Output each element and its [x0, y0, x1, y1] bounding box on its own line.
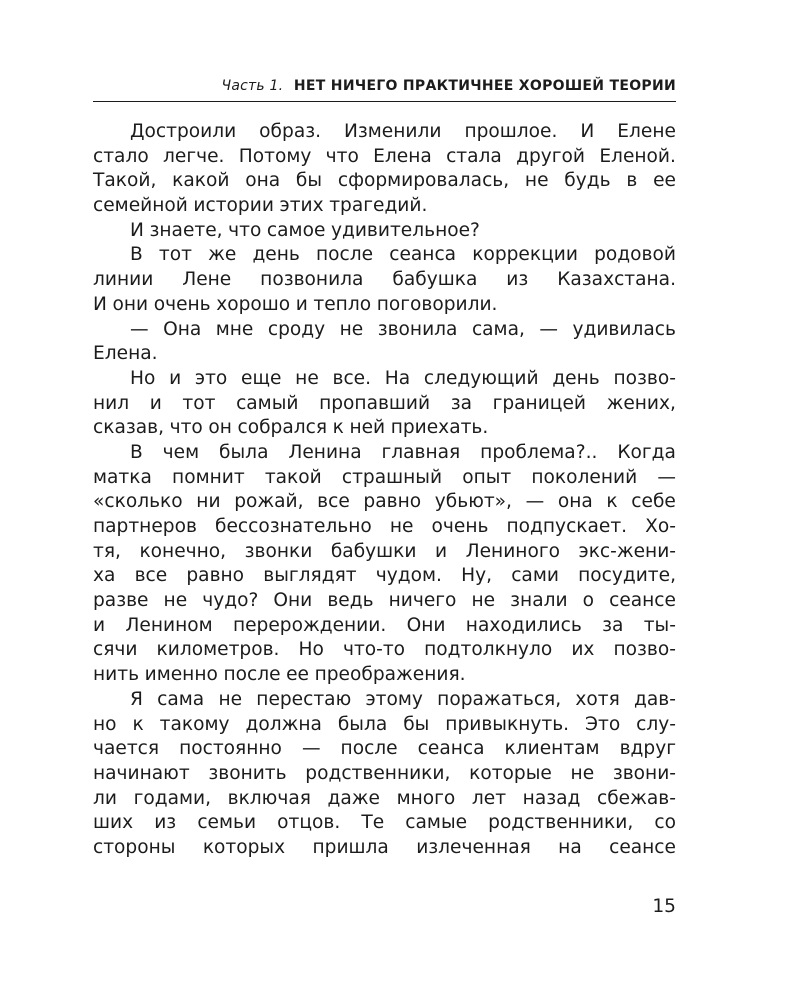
- word: Я: [130, 688, 143, 710]
- word: этих: [279, 195, 324, 217]
- word: разве: [93, 590, 149, 612]
- word: границей: [492, 392, 586, 414]
- word: стало: [93, 145, 149, 167]
- text-line: [93, 219, 676, 244]
- body-text: [93, 120, 676, 861]
- word: Еленой.: [599, 145, 676, 167]
- word: их: [571, 639, 595, 661]
- word: Она: [163, 318, 202, 340]
- word: посудите,: [578, 565, 676, 587]
- word: сбежав-: [596, 787, 676, 809]
- text-line: [93, 392, 676, 417]
- word: и: [93, 614, 106, 636]
- word: пропавший: [319, 392, 431, 414]
- word: бы: [403, 713, 430, 735]
- word: ведь: [327, 590, 374, 612]
- word: все: [317, 491, 350, 513]
- word: образ.: [259, 121, 322, 142]
- word: не: [163, 590, 188, 612]
- text-line: [93, 466, 676, 491]
- word: чудо?: [202, 590, 259, 612]
- text-line: [93, 318, 676, 343]
- word: ее: [653, 170, 676, 192]
- word: которых: [202, 836, 286, 858]
- word: звонить: [208, 762, 287, 784]
- word: она: [245, 170, 281, 192]
- word: сеанса: [389, 244, 457, 266]
- word: Ленином: [125, 614, 213, 636]
- word: начинают: [93, 762, 190, 784]
- word: сячи: [93, 639, 138, 661]
- word: Ну,: [461, 565, 493, 587]
- word: родственники,: [305, 762, 451, 784]
- word: Они: [406, 614, 446, 636]
- text-line: [93, 589, 676, 614]
- word: что: [228, 219, 262, 241]
- word: сеансе: [609, 836, 676, 858]
- word: она: [557, 491, 593, 513]
- word: помнит: [172, 466, 245, 488]
- word: знаете,: [149, 219, 223, 241]
- word: другой: [516, 145, 586, 167]
- word: которые: [469, 762, 552, 784]
- word: находились: [465, 614, 582, 636]
- word: пришла: [312, 836, 389, 858]
- word: же: [208, 244, 237, 266]
- word: все.: [332, 367, 372, 389]
- word: равно: [186, 565, 245, 587]
- word: не: [471, 590, 496, 612]
- word: матка: [93, 466, 152, 488]
- word: партнеров: [93, 516, 197, 537]
- word: хотя: [575, 688, 620, 710]
- word: семьи: [197, 812, 257, 834]
- word: На: [384, 367, 411, 389]
- word: нил: [93, 392, 130, 414]
- word: стороны: [93, 836, 176, 858]
- word: преображения.: [314, 664, 466, 686]
- word: Такой,: [93, 170, 157, 192]
- word: истории: [193, 195, 274, 217]
- word: даже: [327, 787, 380, 809]
- text-line: [93, 638, 676, 663]
- word: И: [580, 121, 595, 142]
- word: из: [506, 269, 529, 291]
- word: ли: [93, 787, 117, 809]
- text-line: [93, 416, 676, 441]
- running-head-chapter-title: НЕТ НИЧЕГО ПРАКТИЧНЕЕ ХОРОШЕЙ ТЕОРИИ: [293, 78, 676, 94]
- word: и: [295, 293, 308, 315]
- word: родовой: [594, 244, 676, 266]
- word: ших: [93, 812, 134, 834]
- word: Ленина: [288, 441, 362, 463]
- text-line: [93, 688, 676, 713]
- word: после: [316, 244, 374, 266]
- word: он: [208, 417, 232, 439]
- word: слу-: [636, 713, 676, 735]
- word: много: [396, 787, 456, 809]
- word: самое: [266, 219, 326, 241]
- word: Изменили: [343, 121, 442, 142]
- text-line: [93, 243, 676, 268]
- word: равно: [363, 491, 422, 513]
- word: ты-: [643, 614, 676, 636]
- word: страшный: [341, 466, 443, 488]
- word: поговорили.: [376, 293, 498, 315]
- word: чается: [93, 738, 160, 760]
- word: опыт: [462, 466, 512, 488]
- word: трагедий.: [329, 195, 428, 217]
- word: стала: [446, 145, 502, 167]
- text-line: [93, 713, 676, 738]
- word: сама: [157, 688, 205, 710]
- word: хорошо: [216, 293, 291, 315]
- word: экс-жени-: [578, 540, 676, 562]
- word: Это: [585, 713, 621, 735]
- word: бабушка: [392, 269, 478, 291]
- word: —: [539, 318, 558, 340]
- word: родственники,: [488, 812, 634, 834]
- word: сроду: [267, 318, 326, 340]
- word: нить: [93, 664, 140, 686]
- text-line: [93, 145, 676, 170]
- word: такой: [264, 466, 322, 488]
- word: бабушки: [330, 540, 417, 562]
- word: к: [606, 491, 618, 513]
- word: звонила: [377, 318, 458, 340]
- word: лет: [471, 787, 507, 809]
- text-line: [93, 836, 676, 861]
- word: приехать.: [390, 417, 489, 439]
- word: проблема?..: [480, 441, 598, 463]
- word: самые: [405, 812, 468, 834]
- word: Лене: [182, 269, 232, 291]
- word: тя,: [93, 540, 121, 562]
- word: но: [93, 713, 117, 735]
- word: звони-: [612, 762, 676, 784]
- word: к: [332, 417, 344, 439]
- text-line: [93, 194, 676, 219]
- word: В: [130, 441, 143, 463]
- word: это: [194, 367, 228, 389]
- word: включая: [227, 787, 311, 809]
- word: Но: [130, 367, 156, 389]
- word: Казахстана.: [557, 269, 676, 291]
- word: Хо-: [645, 516, 676, 537]
- word: поколений: [531, 466, 638, 488]
- text-line: [93, 811, 676, 836]
- word: излеченная: [416, 836, 531, 858]
- word: Те: [361, 812, 385, 834]
- word: сформировалась,: [337, 170, 510, 192]
- word: ничего: [388, 590, 457, 612]
- word: Достроили: [130, 121, 237, 142]
- text-line: [93, 169, 676, 194]
- word: вдруг: [619, 738, 676, 760]
- word: после: [340, 738, 398, 760]
- text-line: [93, 120, 676, 145]
- word: к: [132, 713, 144, 735]
- word: сеансе: [609, 590, 676, 612]
- word: удивительное?: [330, 219, 480, 241]
- word: В: [130, 244, 143, 266]
- word: —: [657, 466, 676, 488]
- text-line: [93, 515, 676, 540]
- word: привыкнуть.: [445, 713, 570, 735]
- word: подтолкнуло: [424, 639, 553, 661]
- header-rule: [93, 101, 676, 102]
- word: удивилась: [572, 318, 676, 340]
- word: коррекции: [472, 244, 578, 266]
- word: линии: [93, 269, 154, 291]
- text-line: [93, 737, 676, 762]
- word: позвонила: [260, 269, 364, 291]
- word: позво-: [613, 639, 676, 661]
- word: тот: [182, 392, 216, 414]
- word: семейной: [93, 195, 188, 217]
- word: бы: [295, 170, 323, 192]
- text-line: [93, 441, 676, 466]
- word: назад: [522, 787, 581, 809]
- word: Они: [273, 590, 313, 612]
- word: после: [223, 664, 281, 686]
- word: километров.: [156, 639, 280, 661]
- word: будь: [564, 170, 611, 192]
- word: тепло: [313, 293, 372, 315]
- word: что: [325, 145, 359, 167]
- word: ее: [286, 664, 309, 686]
- word: Лениного: [465, 540, 560, 562]
- word: рожай,: [234, 491, 304, 513]
- text-line: [93, 564, 676, 589]
- text-line: [93, 490, 676, 515]
- word: такому: [159, 713, 230, 735]
- word: за: [602, 614, 624, 636]
- word: постоянно: [179, 738, 282, 760]
- word: Елена.: [93, 343, 158, 365]
- word: о: [582, 590, 595, 612]
- word: отцов.: [277, 812, 341, 834]
- word: Елене: [617, 121, 676, 142]
- word: какой: [172, 170, 230, 192]
- word: ней: [349, 417, 386, 439]
- word: они: [112, 293, 149, 315]
- word: за: [450, 392, 472, 414]
- word: следующий: [423, 367, 539, 389]
- word: не: [389, 516, 414, 537]
- word: конечно,: [139, 540, 227, 562]
- text-line: [93, 540, 676, 565]
- word: перерождении.: [232, 614, 387, 636]
- word: главная: [381, 441, 461, 463]
- word: со: [654, 812, 676, 834]
- word: Елена: [373, 145, 432, 167]
- word: Потому: [238, 145, 312, 167]
- word: в: [626, 170, 638, 192]
- word: не: [524, 170, 549, 192]
- word: поражаться,: [437, 688, 562, 710]
- word: была: [337, 713, 388, 735]
- word: Но: [298, 639, 324, 661]
- word: И: [130, 219, 144, 241]
- word: все: [134, 565, 168, 587]
- word: не: [339, 318, 364, 340]
- word: этому: [365, 688, 423, 710]
- text-line: [93, 614, 676, 639]
- word: —: [525, 491, 545, 513]
- word: бессознательно: [214, 516, 372, 537]
- word: и: [169, 367, 182, 389]
- text-line: [93, 762, 676, 787]
- word: день: [552, 367, 600, 389]
- word: и: [149, 392, 162, 414]
- word: ха: [93, 565, 116, 587]
- word: И: [93, 293, 107, 315]
- word: сама,: [471, 318, 525, 340]
- word: годами,: [133, 787, 211, 809]
- word: «сколько: [93, 491, 183, 513]
- word: позво-: [613, 367, 676, 389]
- word: тот: [158, 244, 192, 266]
- word: подпускает.: [506, 516, 628, 537]
- word: убьют»,: [434, 491, 512, 513]
- word: что: [169, 417, 203, 439]
- word: жених,: [606, 392, 676, 414]
- word: должна: [245, 713, 322, 735]
- text-line: [93, 663, 676, 688]
- text-line: [93, 342, 676, 367]
- word: еще: [241, 367, 282, 389]
- word: самый: [236, 392, 299, 414]
- word: не: [295, 367, 319, 389]
- word: и: [435, 540, 448, 562]
- word: что-то: [342, 639, 406, 661]
- word: из: [154, 812, 177, 834]
- word: выглядят: [263, 565, 357, 587]
- word: на: [558, 836, 582, 858]
- word: была: [219, 441, 269, 463]
- page-number: 15: [652, 896, 676, 917]
- word: именно: [144, 664, 218, 686]
- text-line: [93, 367, 676, 392]
- word: чем: [162, 441, 200, 463]
- word: собрался: [237, 417, 328, 439]
- word: мне: [215, 318, 254, 340]
- word: сеанса: [417, 738, 485, 760]
- text-line: [93, 787, 676, 812]
- word: прошлое.: [464, 121, 558, 142]
- word: очень: [431, 516, 489, 537]
- word: себе: [631, 491, 676, 513]
- word: дав-: [634, 688, 676, 710]
- word: Когда: [617, 441, 676, 463]
- word: не: [218, 688, 243, 710]
- word: клиентам: [504, 738, 600, 760]
- word: —: [301, 738, 321, 760]
- text-line: [93, 293, 676, 318]
- text-line: [93, 268, 676, 293]
- word: легче.: [163, 145, 225, 167]
- running-head: [93, 78, 676, 100]
- word: чудом.: [375, 565, 442, 587]
- word: звонки: [244, 540, 313, 562]
- word: очень: [153, 293, 211, 315]
- word: знали: [510, 590, 568, 612]
- word: не: [570, 762, 595, 784]
- running-head-part: Часть 1.: [221, 78, 284, 94]
- word: сказав,: [93, 417, 164, 439]
- word: день: [252, 244, 300, 266]
- word: ни: [196, 491, 221, 513]
- word: —: [130, 318, 149, 340]
- word: перестаю: [256, 688, 352, 710]
- word: сами: [511, 565, 559, 587]
